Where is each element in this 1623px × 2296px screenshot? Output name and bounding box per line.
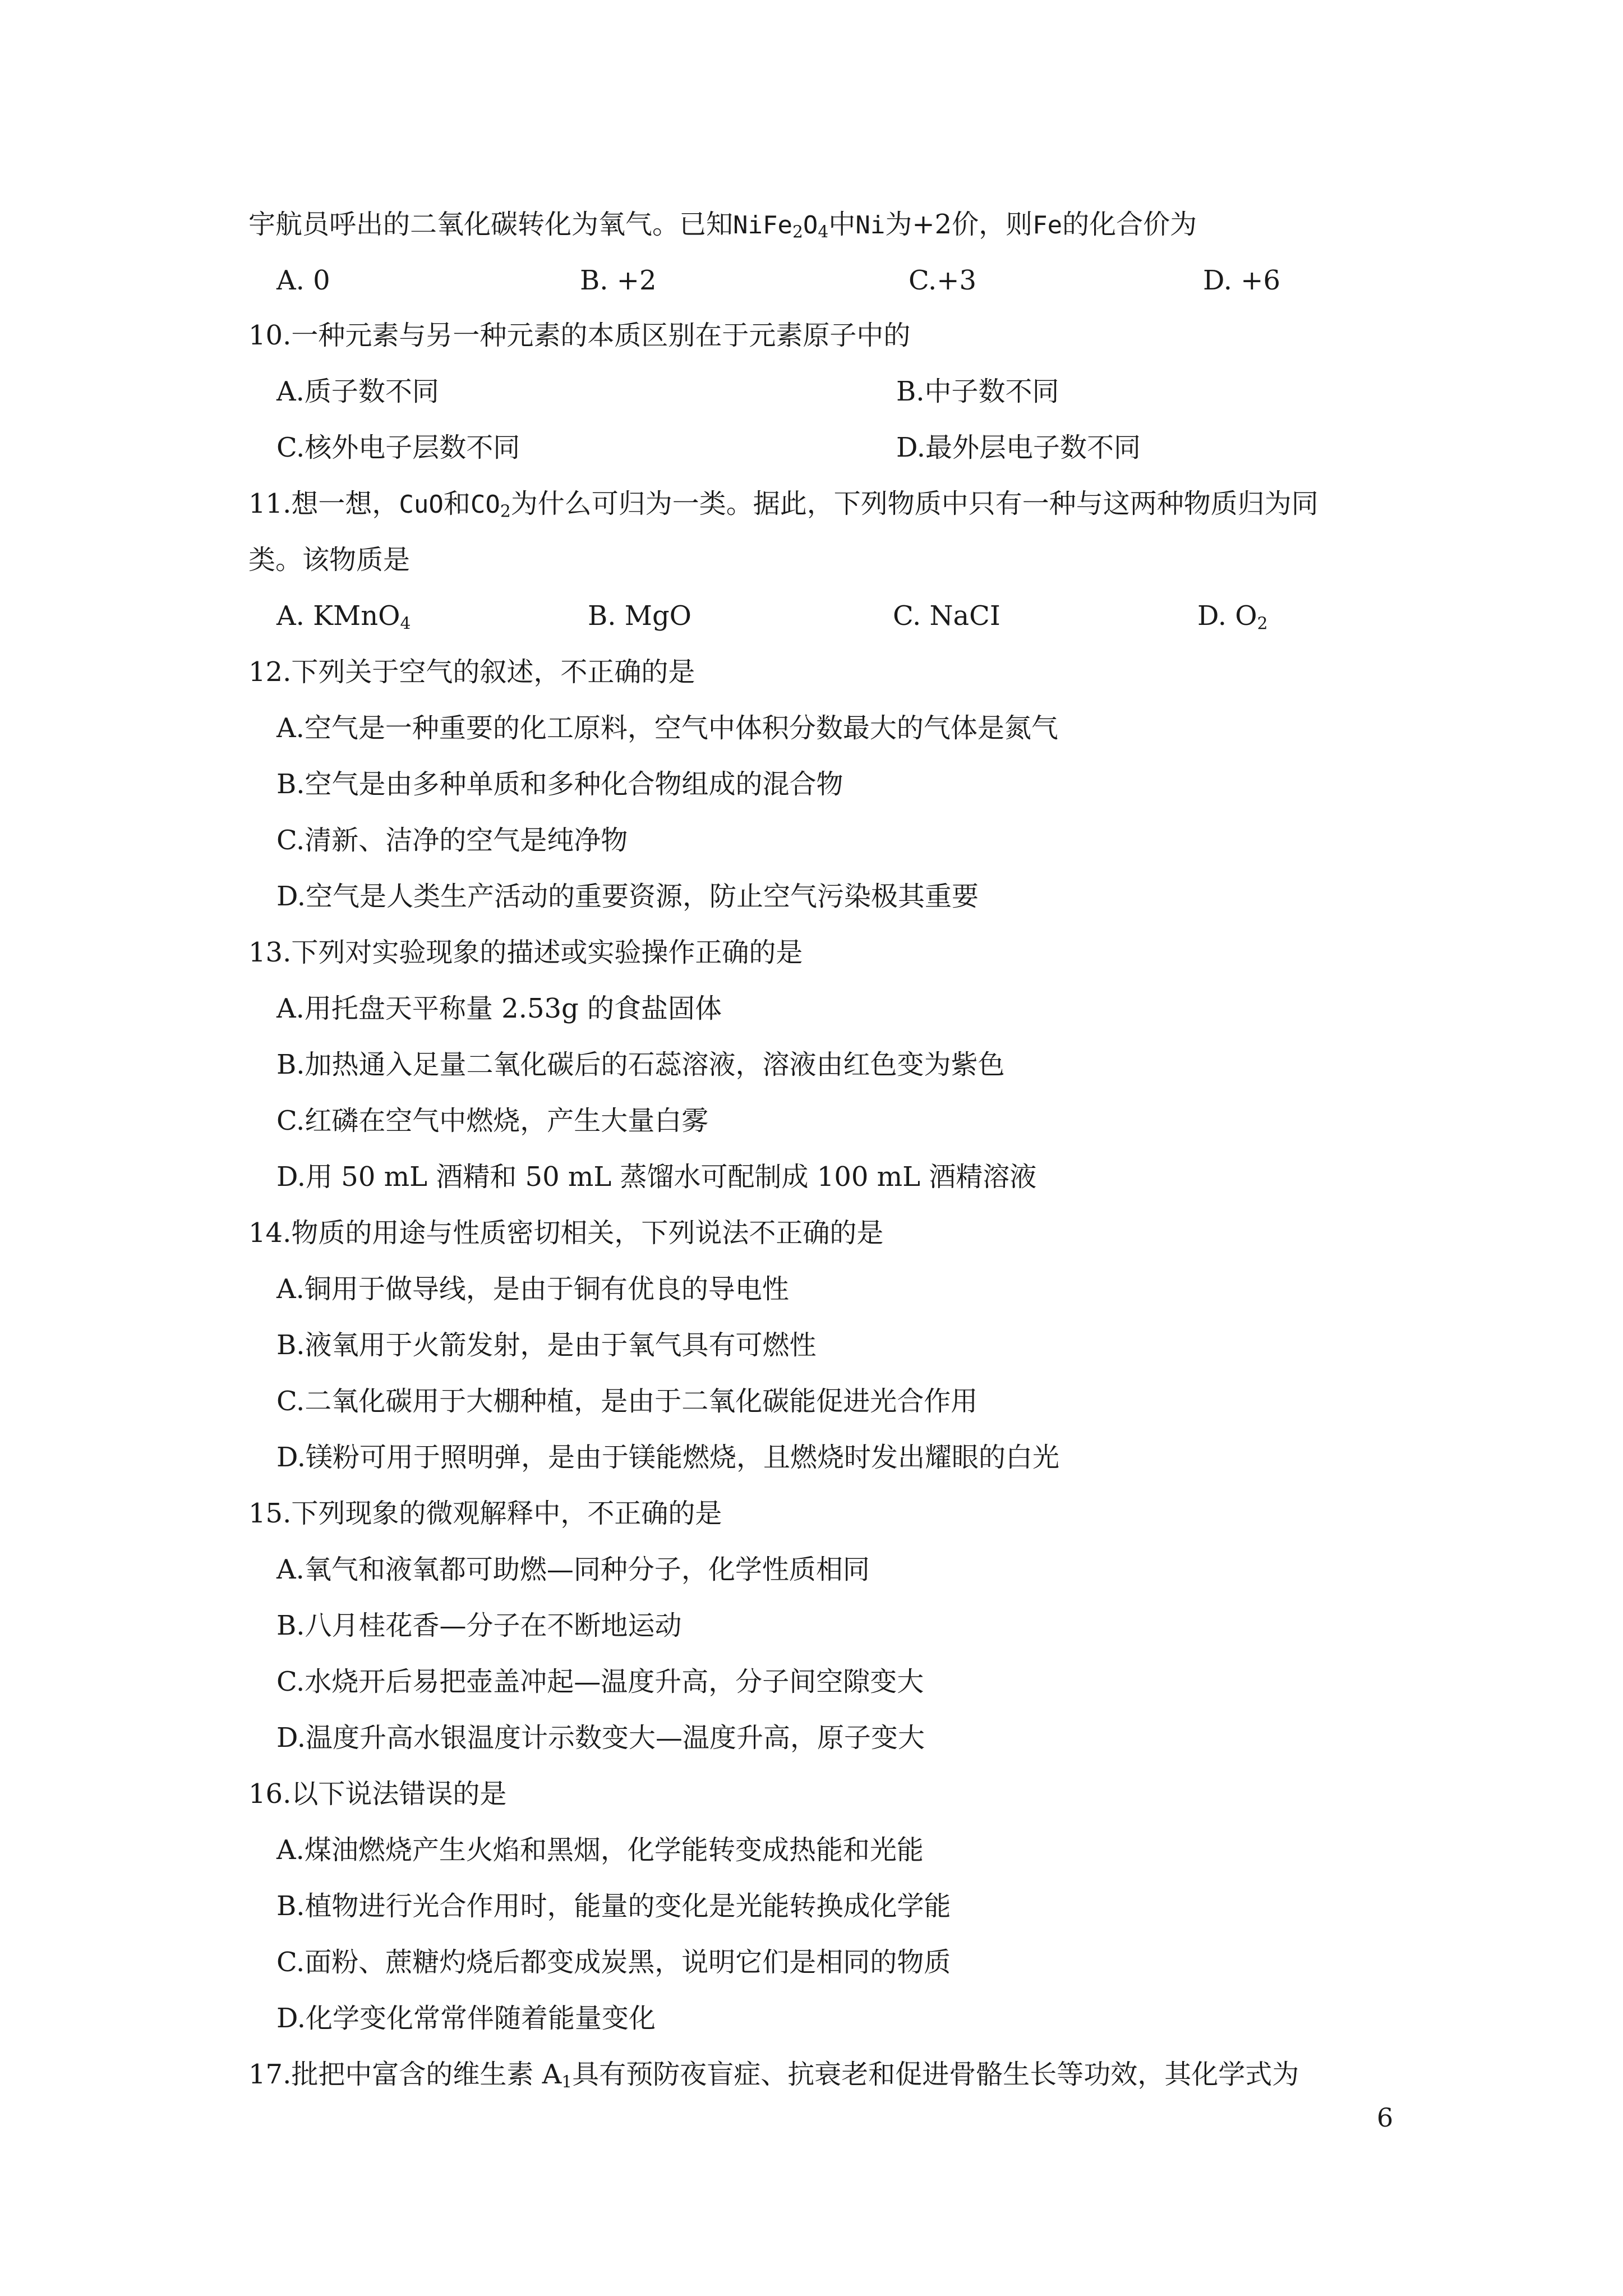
element-symbol: Ni bbox=[855, 211, 886, 240]
formula-subscript: 4 bbox=[818, 222, 829, 242]
q15-option-c: C.水烧开后易把壶盖冲起—温度升高，分子间空隙变大 bbox=[276, 1666, 924, 1697]
q9-option-a: A. 0 bbox=[276, 265, 330, 296]
q11-option-a bbox=[276, 599, 411, 633]
q17-stem bbox=[248, 2058, 1387, 2091]
q12-option-a: A.空气是一种重要的化工原料，空气中体积分数最大的气体是氮气 bbox=[276, 712, 1058, 744]
q16-option-a: A.煤油燃烧产生火焰和黑烟，化学能转变成热能和光能 bbox=[276, 1834, 924, 1866]
q16-option-c: C.面粉、蔗糖灼烧后都变成炭黑，说明它们是相同的物质 bbox=[276, 1947, 951, 1978]
q14-option-d: D.镁粉可用于照明弹，是由于镁能燃烧，且燃烧时发出耀眼的白光 bbox=[276, 1442, 1060, 1473]
q16-stem: 16.以下说法错误的是 bbox=[248, 1778, 507, 1810]
option-text: D. O bbox=[1197, 600, 1257, 632]
q12-option-c: C.清新、洁净的空气是纯净物 bbox=[276, 825, 628, 856]
q9-text: 中 bbox=[828, 209, 856, 240]
q9-text: 的化合价为 bbox=[1062, 209, 1197, 240]
q9-text: 宇航员呼出的二氧化碳转化为氧气。已知 bbox=[248, 209, 734, 240]
q15-option-d: D.温度升高水银温度计示数变大—温度升高，原子变大 bbox=[276, 1722, 925, 1754]
q10-option-d: D.最外层电子数不同 bbox=[896, 432, 1141, 463]
q9-stem-continued bbox=[248, 208, 1387, 242]
page-number: 6 bbox=[1377, 2102, 1394, 2133]
formula-part: O bbox=[803, 211, 818, 240]
q10-option-a: A.质子数不同 bbox=[276, 376, 439, 407]
q11-stem-line2: 类。该物质是 bbox=[248, 544, 411, 576]
option-text: A. KMnO bbox=[276, 600, 400, 632]
q10-option-b: B.中子数不同 bbox=[896, 376, 1059, 407]
q17-text: 具有预防夜盲症、抗衰老和促进骨骼生长等功效，其化学式为 bbox=[572, 2059, 1299, 2090]
formula-cuo: CuO bbox=[399, 490, 444, 519]
q14-option-c: C.二氧化碳用于大棚种植，是由于二氧化碳能促进光合作用 bbox=[276, 1386, 978, 1417]
formula-part: NiFe bbox=[733, 211, 792, 240]
q9-option-c: C.+3 bbox=[909, 265, 977, 296]
q14-stem: 14.物质的用途与性质密切相关，下列说法不正确的是 bbox=[248, 1217, 884, 1249]
q9-option-b: B. +2 bbox=[580, 265, 657, 296]
q9-option-d: D. +6 bbox=[1203, 265, 1281, 296]
q15-option-a: A.氧气和液氧都可助燃—同种分子，化学性质相同 bbox=[276, 1554, 870, 1585]
q11-text: 为什么可归为一类。据此，下列物质中只有一种与这两种物质归为同 bbox=[510, 488, 1318, 519]
q9-text: 为+2价，则 bbox=[885, 209, 1033, 240]
q13-stem: 13.下列对实验现象的描述或实验操作正确的是 bbox=[248, 937, 803, 968]
q11-option-c: C. NaCI bbox=[893, 600, 1000, 632]
q13-option-b: B.加热通入足量二氧化碳后的石蕊溶液，溶液由红色变为紫色 bbox=[276, 1049, 1005, 1080]
q10-option-c: C.核外电子层数不同 bbox=[276, 432, 520, 463]
formula-subscript: 2 bbox=[500, 501, 511, 522]
q16-option-d: D.化学变化常常伴随着能量变化 bbox=[276, 2003, 656, 2034]
q13-option-a: A.用托盘天平称量 2.53g 的食盐固体 bbox=[276, 993, 722, 1024]
q14-option-b: B.液氧用于火箭发射，是由于氧气具有可燃性 bbox=[276, 1329, 817, 1361]
q12-option-b: B.空气是由多种单质和多种化合物组成的混合物 bbox=[276, 769, 843, 800]
q17-text: 17.批把中富含的维生素 A bbox=[248, 2059, 562, 2090]
q11-stem bbox=[248, 487, 1387, 522]
q14-option-a: A.铜用于做导线，是由于铜有优良的导电性 bbox=[276, 1273, 789, 1305]
q15-option-b: B.八月桂花香—分子在不断地运动 bbox=[276, 1610, 682, 1641]
element-symbol: Fe bbox=[1032, 211, 1063, 240]
q12-option-d: D.空气是人类生产活动的重要资源，防止空气污染极其重要 bbox=[276, 881, 979, 912]
q11-option-d bbox=[1197, 599, 1268, 633]
q16-option-b: B.植物进行光合作用时，能量的变化是光能转换成化学能 bbox=[276, 1890, 951, 1922]
q11-option-b: B. MgO bbox=[588, 600, 692, 632]
q11-text: 11.想一想， bbox=[248, 488, 399, 519]
formula-subscript: 4 bbox=[400, 614, 411, 634]
formula-subscript: 2 bbox=[792, 222, 803, 242]
q11-text: 和 bbox=[443, 488, 471, 519]
q12-stem: 12.下列关于空气的叙述，不正确的是 bbox=[248, 656, 695, 688]
q13-option-c: C.红磷在空气中燃烧，产生大量白雾 bbox=[276, 1105, 709, 1137]
q15-stem: 15.下列现象的微观解释中，不正确的是 bbox=[248, 1498, 722, 1529]
formula-subscript: 1 bbox=[561, 2072, 573, 2092]
formula-subscript: 2 bbox=[1257, 614, 1268, 634]
q13-option-d: D.用 50 mL 酒精和 50 mL 蒸馏水可配制成 100 mL 酒精溶液 bbox=[276, 1161, 1037, 1193]
formula-co2: CO bbox=[470, 490, 500, 519]
q10-stem: 10.一种元素与另一种元素的本质区别在于元素原子中的 bbox=[248, 320, 911, 351]
